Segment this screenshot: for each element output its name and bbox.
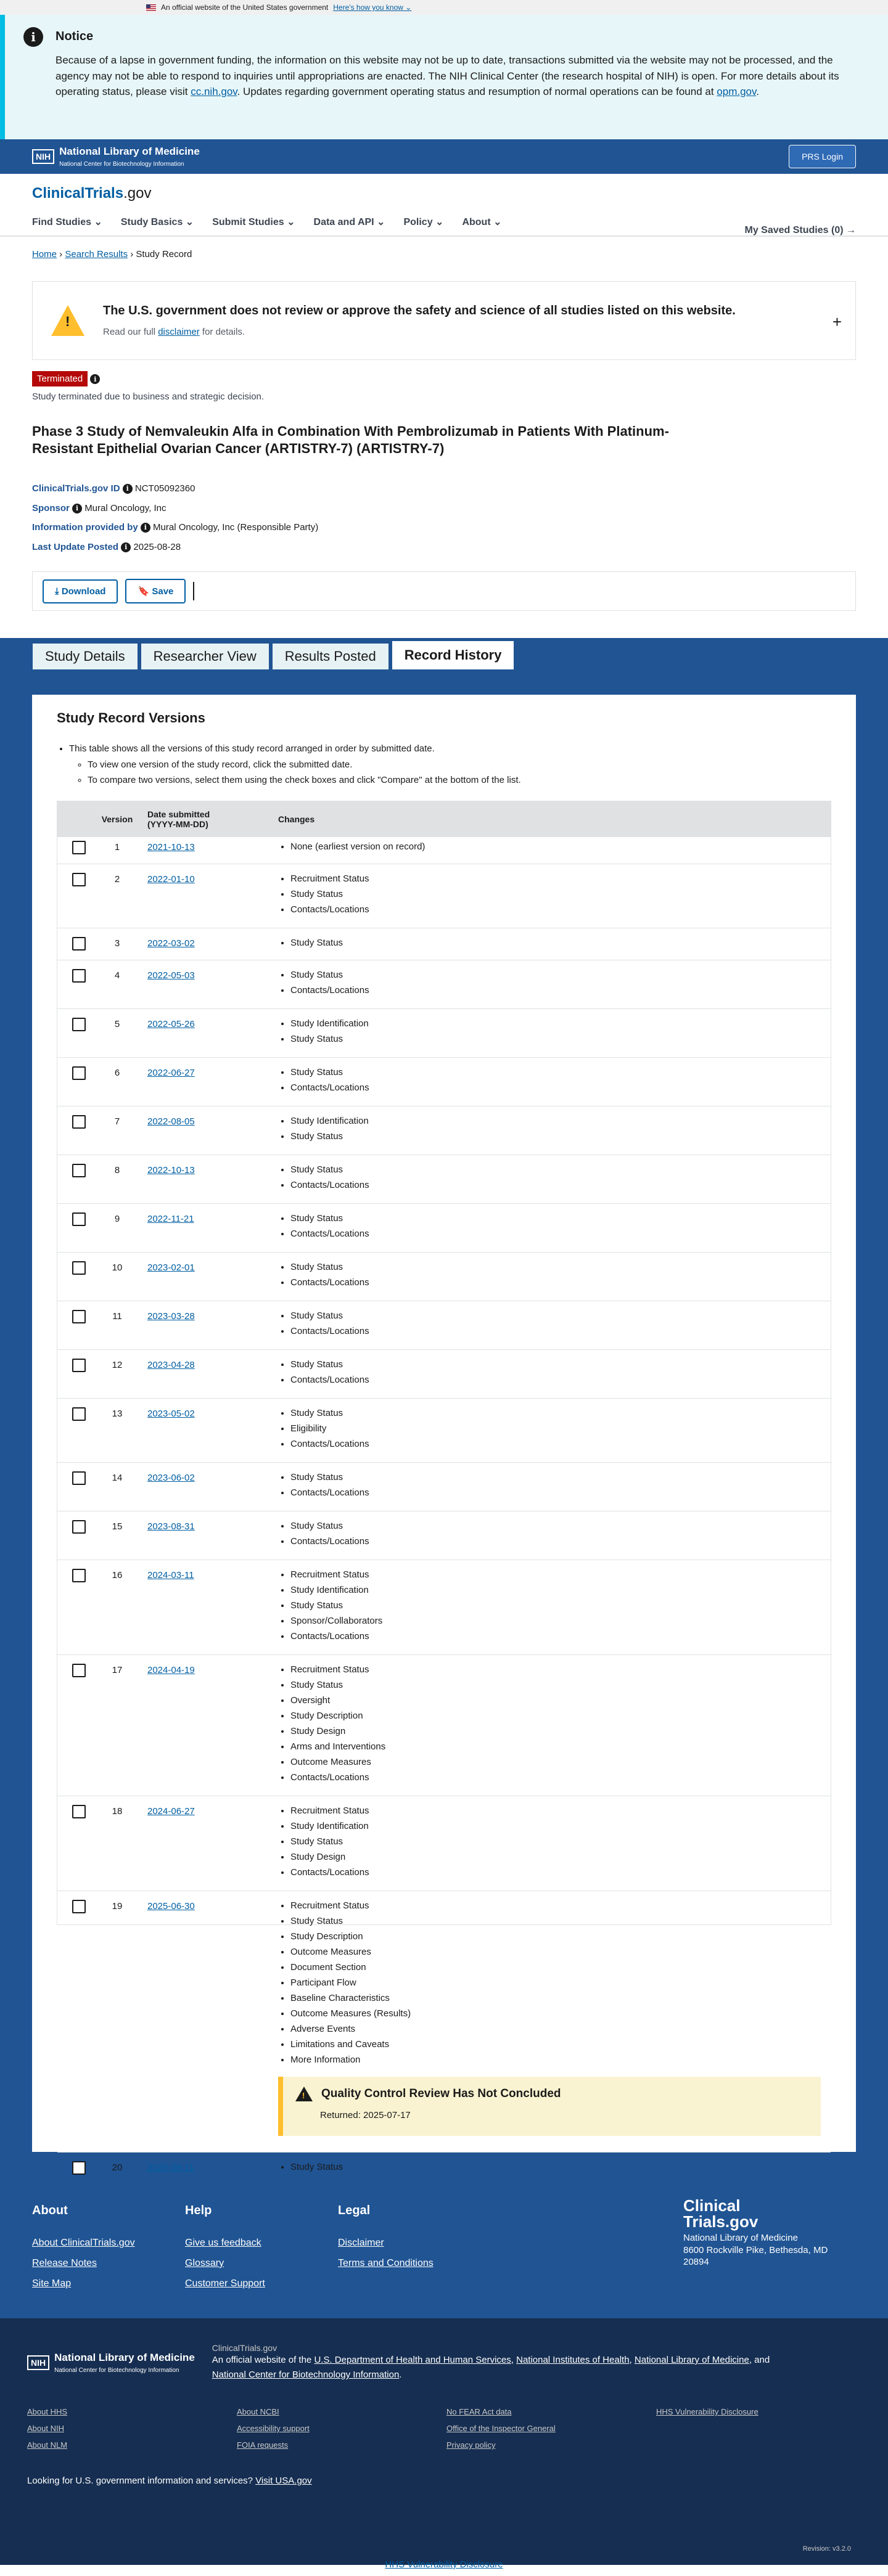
change-item: • Study Identification	[290, 1115, 831, 1131]
changes-list	[278, 1164, 831, 1195]
warning-icon: !	[295, 2087, 313, 2101]
changes-list	[278, 1569, 831, 1646]
table-row	[57, 1204, 831, 1253]
change-item: • Study Status	[290, 888, 831, 904]
change-item: • Recruitment Status	[290, 1805, 831, 1820]
footer-logo[interactable]: Clinical Trials.gov National Library of Medicine 8600 Rockville Pike, Bethesda, MD 20894	[683, 2196, 828, 2267]
disclaimer-box	[32, 281, 856, 360]
breadcrumb-search[interactable]: Search Results	[65, 249, 128, 260]
info-icon[interactable]: i	[90, 374, 100, 384]
notice-text: Because of a lapse in government funding, the information on this website may not be up to date, transactions submitted via the website may not be processed, and the agency may not be able to respond to inquiries until appropriations are enacted. The NIH Clinical Center (the research hospital of NIH) is open. For more details about its operating status, please visit cc.nih.gov. Updates regarding government operating status and resumption of normal operations can be found at opm.gov.	[56, 54, 839, 97]
vulnerability-link[interactable]: HHS Vulnerability Disclosure	[385, 2559, 503, 2570]
bookmark-icon: 🔖	[138, 586, 150, 597]
change-item: • Contacts/Locations	[290, 1867, 831, 1882]
compare-checkbox[interactable]	[72, 1664, 86, 1677]
footer-link[interactable]: About ClinicalTrials.gov	[32, 2238, 135, 2248]
compare-checkbox[interactable]	[72, 1359, 86, 1372]
change-item: • Contacts/Locations	[290, 1630, 831, 1646]
note-item: • This table shows all the versions of this study record arranged in order by submitted date.	[69, 741, 831, 757]
breadcrumb: Home › Search Results › Study Record	[32, 249, 192, 260]
version-number: 17	[112, 1664, 123, 1675]
change-item: • Contacts/Locations	[290, 1374, 831, 1389]
version-date-link[interactable]: 2025-08-11	[147, 2162, 194, 2173]
nlm-header	[0, 139, 888, 174]
version-date-link[interactable]: 2023-04-28	[147, 1359, 195, 1370]
change-item: • Sponsor/Collaborators	[290, 1615, 831, 1630]
table-row	[57, 1058, 831, 1106]
changes-list	[278, 1805, 831, 1882]
compare-checkbox[interactable]	[72, 1164, 86, 1177]
change-item: • Recruitment Status	[290, 1569, 831, 1584]
change-item: • Study Design	[290, 1851, 831, 1867]
nlm-link[interactable]: National Library of Medicine	[634, 2355, 749, 2365]
change-item: • Contacts/Locations	[290, 1438, 831, 1454]
version-number: 6	[114, 1067, 120, 1078]
version-number: 12	[112, 1359, 123, 1370]
nih-footer	[0, 2318, 888, 2565]
usa-gov-line: Looking for U.S. government information and services? Visit USA.gov	[27, 2476, 312, 2486]
change-item: • Study Status	[290, 1520, 831, 1535]
notice-alert	[0, 15, 888, 139]
change-item: • Contacts/Locations	[290, 1277, 831, 1292]
compare-checkbox[interactable]	[72, 1115, 86, 1129]
change-item: • Study Status	[290, 1131, 831, 1146]
table-row	[57, 1511, 831, 1560]
compare-checkbox[interactable]	[72, 1212, 86, 1226]
version-date-link[interactable]: 2021-10-13	[147, 841, 195, 853]
nav-policy[interactable]: Policy ⌄	[403, 217, 444, 227]
change-item: • Contacts/Locations	[290, 1772, 831, 1787]
ncbi-link[interactable]: National Center for Biotechnology Information	[212, 2370, 400, 2380]
compare-checkbox[interactable]	[72, 1310, 86, 1323]
official-statement: An official website of the U.S. Department of Health and Human Services, National Institutes of Health, National Library of Medicine, and National Center for Biotechnology Information.	[212, 2355, 770, 2380]
table-row	[57, 960, 831, 1009]
usa-gov-link[interactable]: Visit USA.gov	[255, 2476, 312, 2486]
compare-checkbox[interactable]	[72, 1407, 86, 1421]
changes-list	[278, 1261, 831, 1292]
version-date-link[interactable]: 2022-08-05	[147, 1116, 195, 1127]
version-number: 8	[114, 1164, 120, 1176]
change-item: • Study Status	[290, 1679, 831, 1695]
footer-link[interactable]: About NIH	[27, 2424, 64, 2433]
changes-list	[278, 1018, 831, 1049]
table-row	[57, 1655, 831, 1796]
table-row	[57, 1155, 831, 1204]
version-number: 7	[114, 1116, 120, 1127]
table-row	[57, 1399, 831, 1463]
how-you-know-link[interactable]: Here's how you know ⌄	[333, 3, 412, 12]
change-item: • Contacts/Locations	[290, 1325, 831, 1341]
tab-record-history[interactable]: Record History	[392, 640, 515, 670]
gov-banner	[0, 0, 888, 15]
disclaimer-text: Read our full disclaimer for details.	[103, 327, 245, 337]
main-nav	[32, 216, 856, 228]
table-row	[57, 1463, 831, 1511]
footer-link[interactable]: Site Map	[32, 2278, 72, 2289]
change-item: • Participant Flow	[290, 1977, 831, 1992]
table-row	[57, 1253, 831, 1301]
change-item: • Study Status	[290, 1066, 831, 1082]
change-item: • Recruitment Status	[290, 1664, 831, 1679]
change-item: • Document Section	[290, 1961, 831, 1977]
change-item: • More Information	[290, 2054, 831, 2069]
site-logo[interactable]: ClinicalTrials.gov	[32, 185, 152, 202]
saved-studies-link[interactable]: My Saved Studies (0) →	[744, 225, 856, 235]
version-date-link[interactable]: 2023-03-28	[147, 1310, 195, 1322]
footer-link[interactable]: HHS Vulnerability Disclosure	[656, 2407, 758, 2416]
version-date-link[interactable]: 2022-05-26	[147, 1018, 195, 1029]
version-date-link[interactable]: 2025-06-30	[147, 1900, 195, 1912]
change-item: • Study Status	[290, 1212, 831, 1228]
version-number: 1	[114, 841, 120, 853]
change-item: • Study Design	[290, 1725, 831, 1741]
change-item: • Contacts/Locations	[290, 904, 831, 919]
table-row	[57, 1891, 831, 2153]
compare-checkbox[interactable]	[72, 2161, 86, 2175]
version-number: 20	[112, 2162, 123, 2173]
info-provided-value: Mural Oncology, Inc (Responsible Party)	[153, 522, 319, 533]
nlm-footer-logo[interactable]: NIH National Library of Medicine National Center for Biotechnology Information	[27, 2343, 195, 2382]
footer-link[interactable]: Glossary	[185, 2258, 224, 2268]
footer-link[interactable]: Terms and Conditions	[338, 2258, 434, 2268]
change-item: • Study Status	[290, 969, 831, 984]
version-number: 2	[114, 873, 120, 885]
tab-study-details[interactable]: Study Details	[32, 643, 138, 670]
version-date-link[interactable]: 2022-06-27	[147, 1067, 195, 1078]
info-icon[interactable]: i	[123, 484, 133, 494]
change-item: • Arms and Interventions	[290, 1741, 831, 1756]
nih-logo-icon: NIH	[27, 2355, 49, 2370]
compare-checkbox[interactable]	[72, 1018, 86, 1031]
table-row	[57, 832, 831, 864]
change-item: • Study Identification	[290, 1018, 831, 1033]
opm-link[interactable]: opm.gov	[717, 86, 757, 97]
version-date-link[interactable]: 2023-05-02	[147, 1408, 195, 1419]
compare-checkbox[interactable]	[72, 1805, 86, 1818]
nlm-name: National Library of Medicine	[59, 145, 200, 157]
changes-list	[278, 1115, 831, 1146]
version-date-link[interactable]: 2022-10-13	[147, 1164, 195, 1176]
version-date-link[interactable]: 2023-08-31	[147, 1521, 195, 1532]
change-item: • Study Identification	[290, 1820, 831, 1836]
changes-list	[278, 873, 831, 919]
version-number: 10	[112, 1262, 123, 1273]
gov-banner-text: An official website of the United States government	[161, 3, 329, 12]
footer-link[interactable]: Customer Support	[185, 2278, 265, 2289]
version-date-link[interactable]: 2022-05-03	[147, 970, 195, 981]
changes-list	[278, 841, 831, 856]
table-row	[57, 1350, 831, 1399]
footer-link[interactable]: Release Notes	[32, 2258, 97, 2268]
save-button[interactable]: 🔖 Save	[125, 579, 186, 603]
study-tabs	[0, 638, 888, 670]
version-date-link[interactable]: 2023-02-01	[147, 1262, 195, 1273]
version-number: 19	[112, 1900, 123, 1912]
change-item: • Study Status	[290, 1471, 831, 1487]
changes-list	[278, 1407, 831, 1454]
compare-checkbox[interactable]	[72, 1261, 86, 1275]
changes-list	[278, 1066, 831, 1097]
version-number: 16	[112, 1569, 123, 1580]
change-item: • Outcome Measures	[290, 1946, 831, 1961]
status-badge: Terminated	[32, 371, 88, 386]
table-row	[57, 1560, 831, 1655]
breadcrumb-home[interactable]: Home	[32, 249, 57, 260]
qc-returned: Returned: 2025-07-17	[320, 2109, 411, 2120]
tab-content-bg	[0, 670, 888, 2177]
table-row	[57, 1796, 831, 1891]
version-number: 9	[114, 1213, 120, 1224]
warning-icon: !	[51, 305, 84, 336]
nav-data-api[interactable]: Data and API ⌄	[313, 217, 385, 227]
footer-link[interactable]: About NCBI	[237, 2407, 279, 2416]
change-item: • Contacts/Locations	[290, 1228, 831, 1243]
change-item: • Study Status	[290, 1310, 831, 1325]
changes-list	[278, 969, 831, 1000]
footer	[0, 2177, 888, 2318]
disclaimer-title: The U.S. government does not review or approve the safety and science of all studies listed on this website.	[103, 304, 736, 317]
change-item: • Study Identification	[290, 1584, 831, 1600]
footer-link[interactable]: FOIA requests	[237, 2440, 289, 2450]
version-date-link[interactable]: 2022-01-10	[147, 873, 195, 885]
changes-list	[278, 937, 831, 952]
version-number: 15	[112, 1521, 123, 1532]
change-item: • Study Status	[290, 1359, 831, 1374]
change-item: • Contacts/Locations	[290, 1179, 831, 1195]
change-item: • Study Status	[290, 1407, 831, 1423]
change-item: • Contacts/Locations	[290, 1487, 831, 1502]
change-item: • Oversight	[290, 1695, 831, 1710]
version-number: 11	[112, 1310, 122, 1322]
site-header	[0, 174, 888, 237]
version-number: 18	[112, 1805, 123, 1817]
change-item: • Contacts/Locations	[290, 1535, 831, 1551]
download-button[interactable]: ⤓ Download	[43, 579, 118, 603]
change-item: • Study Description	[290, 1710, 831, 1725]
change-item: • Study Status	[290, 1033, 831, 1049]
footer-links-grid	[27, 2407, 861, 2457]
study-meta	[32, 479, 856, 557]
qc-alert	[278, 2077, 821, 2136]
footer-about-heading: About	[32, 2204, 68, 2217]
col-changes: Changes	[278, 814, 315, 824]
note-item: ◦ To view one version of the study record, click the submitted date.	[88, 757, 831, 773]
change-item: • Limitations and Caveats	[290, 2038, 831, 2054]
version-number: 14	[112, 1472, 123, 1483]
termination-reason: Study terminated due to business and strategic decision.	[32, 391, 265, 402]
changes-list	[278, 1471, 831, 1502]
table-row	[57, 1009, 831, 1058]
change-item: • Study Status	[290, 1164, 831, 1179]
notice-title: Notice	[56, 30, 94, 43]
footer-ct-label: ClinicalTrials.gov	[212, 2343, 278, 2353]
change-item: • Recruitment Status	[290, 873, 831, 888]
nav-about[interactable]: About ⌄	[462, 217, 502, 227]
nih-link[interactable]: National Institutes of Health	[516, 2355, 630, 2365]
footer-link[interactable]: Privacy policy	[446, 2440, 496, 2450]
last-update-label: Last Update Posted	[32, 541, 119, 552]
table-row	[57, 1301, 831, 1350]
footer-link[interactable]: Accessibility support	[237, 2424, 310, 2433]
version-number: 3	[114, 938, 120, 949]
info-icon[interactable]: i	[72, 504, 82, 513]
col-version: Version	[101, 814, 133, 824]
footer-link[interactable]: About HHS	[27, 2407, 68, 2416]
table-body	[57, 832, 831, 2217]
compare-checkbox[interactable]	[72, 841, 86, 854]
version-date-link[interactable]: 2022-11-21	[147, 1213, 194, 1224]
action-bar	[32, 571, 856, 611]
nct-id: NCT05092360	[134, 483, 195, 494]
compare-checkbox[interactable]	[72, 1900, 86, 1913]
change-item: • Adverse Events	[290, 2023, 831, 2038]
change-item: • Study Status	[290, 1261, 831, 1277]
footer-link[interactable]: Give us feedback	[185, 2238, 261, 2248]
info-icon[interactable]: i	[141, 523, 150, 533]
compare-checkbox[interactable]	[72, 937, 86, 951]
us-flag-icon	[146, 4, 156, 11]
footer-legal-heading: Legal	[338, 2204, 371, 2217]
history-heading: Study Record Versions	[57, 710, 205, 726]
compare-checkbox[interactable]	[72, 873, 86, 886]
version-date-link[interactable]: 2023-06-02	[147, 1472, 195, 1483]
table-row	[57, 928, 831, 960]
revision: Revision: v3.2.0	[802, 2545, 851, 2553]
info-provided-label: Information provided by	[32, 522, 138, 533]
nih-logo-icon: NIH	[32, 149, 54, 164]
info-icon[interactable]: i	[121, 542, 131, 552]
footer-link[interactable]: Office of the Inspector General	[446, 2424, 556, 2433]
footer-link[interactable]: About NLM	[27, 2440, 68, 2450]
change-item: • Outcome Measures	[290, 1756, 831, 1772]
history-panel	[32, 695, 856, 2173]
tab-results-posted[interactable]: Results Posted	[272, 643, 389, 670]
changes-list	[278, 1212, 831, 1243]
last-update-value: 2025-08-28	[133, 541, 181, 552]
version-date-link[interactable]: 2022-03-02	[147, 938, 195, 949]
nav-submit-studies[interactable]: Submit Studies ⌄	[212, 217, 295, 227]
change-item: • Study Status	[290, 2161, 831, 2177]
change-item: • Study Description	[290, 1931, 831, 1946]
nlm-logo[interactable]	[32, 145, 200, 168]
col-date: Date submitted (YYYY-MM-DD)	[147, 809, 210, 829]
compare-checkbox[interactable]	[72, 1066, 86, 1080]
table-row	[57, 1106, 831, 1155]
study-title: Phase 3 Study of Nemvaleukin Alfa in Combination With Pembrolizumab in Patients With Platinum-Resistant Epithelial Ovarian Cancer (ARTISTRY-7) (ARTISTRY-7)	[32, 423, 669, 456]
status-row	[32, 371, 856, 402]
compare-checkbox[interactable]	[72, 1520, 86, 1534]
change-item: • Contacts/Locations	[290, 984, 831, 1000]
change-item: • Baseline Characteristics	[290, 1992, 831, 2008]
change-item: • None (earliest version on record)	[290, 841, 831, 856]
divider	[193, 582, 194, 600]
versions-table	[57, 801, 831, 2173]
compare-checkbox[interactable]	[72, 1471, 86, 1485]
change-item: • Study Status	[290, 1836, 831, 1851]
compare-checkbox[interactable]	[72, 969, 86, 983]
info-icon: i	[23, 27, 43, 47]
version-date-link[interactable]: 2024-03-11	[147, 1569, 194, 1580]
compare-checkbox[interactable]	[72, 1569, 86, 1582]
changes-list	[278, 1310, 831, 1341]
expand-icon[interactable]: +	[832, 313, 842, 331]
nav-study-basics[interactable]: Study Basics ⌄	[120, 217, 194, 227]
changes-list	[278, 1664, 831, 1787]
change-item: • Study Status	[290, 937, 831, 952]
qc-title: Quality Control Review Has Not Concluded	[321, 2087, 561, 2100]
change-item: • Recruitment Status	[290, 1900, 831, 1915]
version-date-link[interactable]: 2024-06-27	[147, 1805, 195, 1817]
nav-find-studies[interactable]: Find Studies ⌄	[32, 217, 102, 227]
footer-help-heading: Help	[185, 2204, 212, 2217]
history-notes	[57, 741, 831, 788]
download-icon: ⤓	[55, 586, 59, 597]
id-label: ClinicalTrials.gov ID	[32, 483, 120, 494]
note-item: ◦ To compare two versions, select them using the check boxes and click "Compare" at the bottom of the list.	[88, 772, 831, 788]
change-item: • Study Status	[290, 1915, 831, 1931]
hhs-link[interactable]: U.S. Department of Health and Human Services	[314, 2355, 511, 2365]
sponsor-label: Sponsor	[32, 502, 70, 513]
change-item: • Eligibility	[290, 1423, 831, 1438]
version-number: 13	[112, 1408, 123, 1419]
cc-nih-link[interactable]: cc.nih.gov	[191, 86, 237, 97]
prs-login-button[interactable]: PRS Login	[789, 145, 856, 168]
tab-researcher-view[interactable]: Researcher View	[141, 643, 269, 670]
changes-list	[278, 1900, 831, 2069]
footer-link[interactable]: No FEAR Act data	[446, 2407, 512, 2416]
footer-link[interactable]: Disclaimer	[338, 2238, 384, 2248]
changes-list	[278, 1359, 831, 1389]
version-date-link[interactable]: 2024-04-19	[147, 1664, 195, 1675]
table-row	[57, 864, 831, 928]
change-item: • Study Status	[290, 1600, 831, 1615]
breadcrumb-current: Study Record	[136, 249, 192, 260]
sponsor-value: Mural Oncology, Inc	[84, 502, 166, 513]
changes-list	[278, 1520, 831, 1551]
disclaimer-link[interactable]: disclaimer	[158, 327, 200, 337]
version-number: 5	[114, 1018, 120, 1029]
nlm-sub: National Center for Biotechnology Information	[59, 160, 184, 168]
change-item: • Outcome Measures (Results)	[290, 2008, 831, 2023]
change-item: • Contacts/Locations	[290, 1082, 831, 1097]
version-number: 4	[114, 970, 120, 981]
